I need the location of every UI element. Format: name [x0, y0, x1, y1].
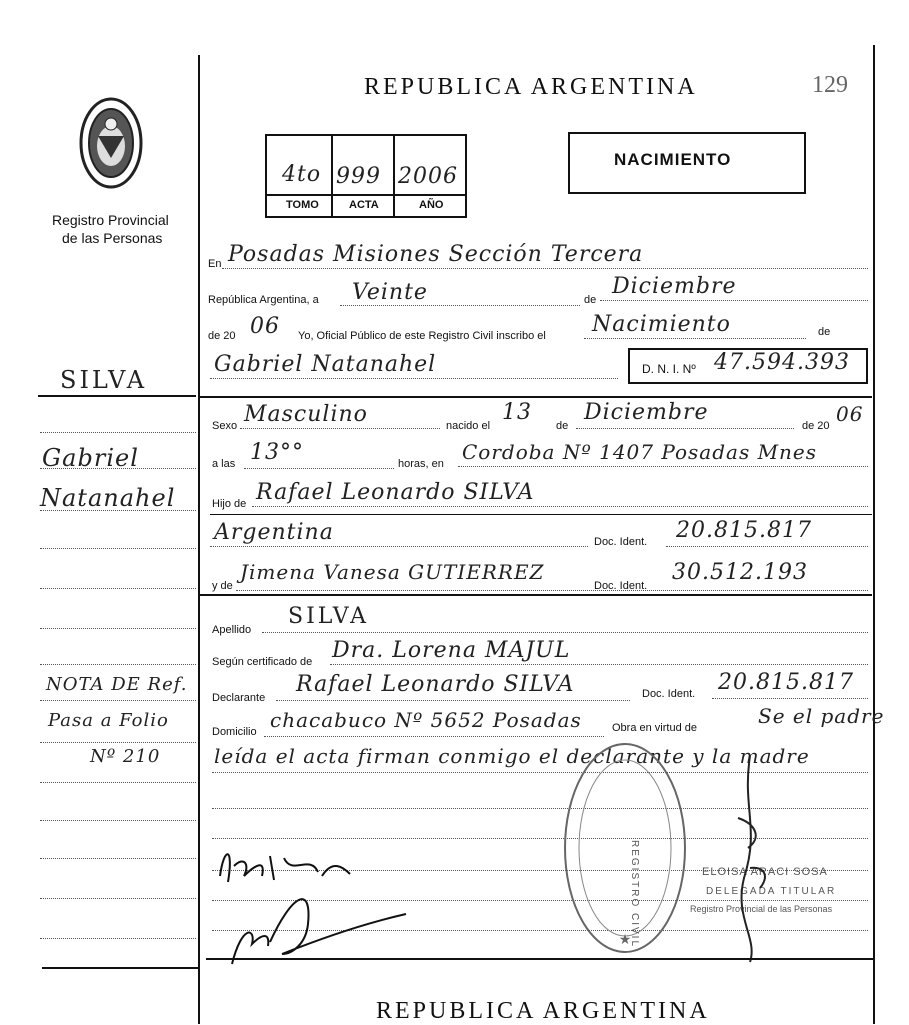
form-line [240, 428, 440, 429]
tomo-value: 4to [282, 162, 322, 187]
form-line [600, 300, 868, 301]
dni-value: 47.594.393 [714, 350, 850, 375]
form-line [210, 378, 618, 379]
registry-round-stamp [560, 738, 690, 958]
margin-ruled-line [40, 588, 196, 589]
margin-rule [38, 395, 196, 397]
father-name: Rafael Leonardo SILVA [256, 480, 535, 505]
margin-ruled-line [40, 700, 196, 701]
page-number: 129 [812, 72, 848, 98]
margin-ruled-line [40, 468, 196, 469]
margin-ruled-line [40, 628, 196, 629]
form-line [236, 590, 868, 591]
day-value: Veinte [352, 280, 428, 305]
margin-ruled-line [40, 820, 196, 821]
form-line [262, 632, 868, 633]
mother-doc-label: Doc. Ident. [594, 580, 648, 592]
officer-stamp-title: DELEGADA TITULAR [706, 886, 837, 897]
margin-ruled-line [40, 548, 196, 549]
alas-label: a las [212, 458, 236, 470]
form-line [252, 506, 868, 507]
form-section-rule [200, 396, 872, 398]
margin-surname: SILVA [60, 366, 148, 394]
form-line [458, 466, 868, 467]
form-line [576, 428, 794, 429]
form-bottom-rule [206, 958, 874, 960]
margin-ruled-line [40, 742, 196, 743]
en-label: En [208, 258, 222, 270]
month-value: Diciembre [612, 274, 737, 299]
sexo-label: Sexo [212, 420, 238, 432]
mother-doc: 30.512.193 [672, 560, 808, 585]
form-line [584, 338, 806, 339]
page-title: REPUBLICA ARGENTINA [364, 74, 698, 100]
birth-place: Cordoba Nº 1407 Posadas Mnes [462, 440, 818, 464]
domicilio-label: Domicilio [212, 726, 257, 738]
stamp-round-text: REGISTRO CIVIL [629, 840, 640, 949]
margin-ruled-line [40, 938, 196, 939]
mother-name: Jimena Vanesa GUTIERREZ [240, 560, 545, 584]
closing-text: leída el acta firman conmigo el declarante y la madre [214, 744, 810, 768]
year-prefix: de 20 [208, 330, 236, 342]
tomo-label: TOMO [286, 199, 319, 211]
obra-label: Obra en virtud de [612, 722, 697, 734]
acta-value: 999 [336, 164, 381, 189]
act-type: NACIMIENTO [614, 150, 732, 169]
officer-stamp-name: ELOISA ARACI SOSA [702, 866, 828, 878]
certificado-value: Dra. Lorena MAJUL [332, 638, 571, 663]
officer-signature [720, 748, 780, 968]
form-line [276, 700, 630, 701]
form-line [210, 546, 588, 547]
acta-label: ACTA [349, 199, 379, 211]
republica-label: República Argentina, a [208, 294, 319, 306]
mother-signature [222, 884, 412, 974]
margin-separator [198, 55, 200, 1024]
form-line [244, 468, 394, 469]
form-section-rule [210, 514, 872, 515]
declarante-label: Declarante [212, 692, 266, 704]
svg-text:★: ★ [618, 932, 632, 948]
apellido-value: SILVA [288, 604, 370, 629]
margin-ruled-line [40, 782, 196, 783]
margin-ruled-line [40, 898, 196, 899]
dni-label: D. N. I. Nº [642, 362, 696, 376]
book-box-label-divider [267, 194, 465, 196]
father-doc-label: Doc. Ident. [594, 536, 648, 548]
page-right-border [873, 45, 875, 1024]
form-line [712, 698, 868, 699]
act-word: Nacimiento [592, 312, 731, 337]
book-box-divider [331, 136, 333, 216]
margin-name1: Gabriel [42, 444, 139, 472]
form-line [330, 664, 868, 665]
father-doc: 20.815.817 [676, 518, 812, 543]
book-box-divider [393, 136, 395, 216]
nacido-label: nacido el [446, 420, 491, 432]
de-label: de [584, 294, 597, 306]
birth-month: Diciembre [584, 400, 709, 425]
officer-stamp-office: Registro Provincial de las Personas [690, 904, 833, 914]
yde-label: y de [212, 580, 233, 592]
form-line [340, 305, 580, 306]
form-line [666, 546, 868, 547]
hijo-label: Hijo de [212, 498, 247, 510]
obra-value: Se el padre [758, 704, 885, 728]
certificado-label: Según certificado de [212, 656, 313, 668]
margin-bottom-rule [42, 967, 200, 969]
margin-ruled-line [40, 664, 196, 665]
registry-name-line2: de las Personas [62, 230, 163, 246]
margin-ruled-line [40, 858, 196, 859]
birth-year: 06 [836, 402, 864, 426]
margin-ruled-line [40, 432, 196, 433]
registry-name-line1: Registro Provincial [52, 212, 169, 228]
birth-day: 13 [502, 400, 532, 425]
margin-note2: Pasa a Folio [48, 710, 169, 731]
declarante-doc: 20.815.817 [718, 670, 854, 695]
father-nationality: Argentina [214, 520, 334, 545]
birth-year-prefix: de 20 [802, 420, 830, 432]
domicilio-value: chacabuco Nº 5652 Posadas [270, 708, 582, 732]
child-name: Gabriel Natanahel [214, 352, 437, 377]
year-suffix: 06 [250, 314, 280, 339]
apellido-label: Apellido [212, 624, 252, 636]
margin-name2: Natanahel [40, 484, 176, 512]
de-label-2: de [818, 326, 831, 338]
sexo-value: Masculino [244, 402, 368, 427]
form-line [222, 268, 868, 269]
horas-label: horas, en [398, 458, 444, 470]
declarante-doc-label: Doc. Ident. [642, 688, 696, 700]
margin-note1: NOTA DE Ref. [46, 674, 188, 695]
margin-note3: Nº 210 [90, 746, 161, 767]
officer-text: Yo, Oficial Público de este Registro Civil inscribo el [298, 330, 546, 342]
margin-ruled-line [40, 510, 196, 511]
place-value: Posadas Misiones Sección Tercera [228, 242, 644, 267]
de-label-3: de [556, 420, 569, 432]
footer-title: REPUBLICA ARGENTINA [376, 998, 710, 1024]
provincial-seal [78, 96, 144, 190]
birth-time: 13°° [250, 440, 304, 465]
form-line [264, 736, 604, 737]
anio-value: 2006 [398, 164, 458, 189]
declarante-value: Rafael Leonardo SILVA [296, 672, 575, 697]
anio-label: AÑO [419, 199, 444, 211]
form-section-rule [200, 594, 872, 596]
